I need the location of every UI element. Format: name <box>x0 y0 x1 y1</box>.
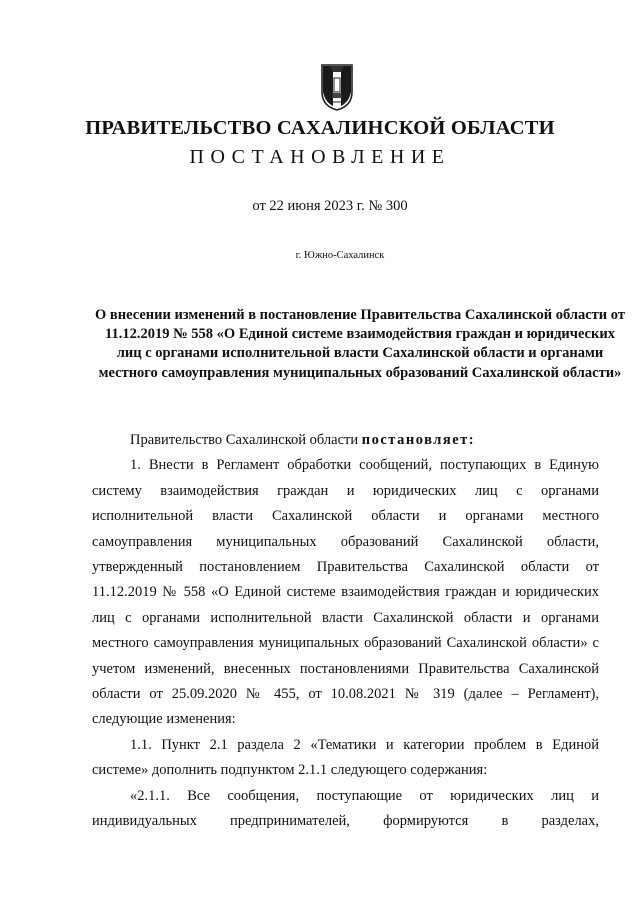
government-title: ПРАВИТЕЛЬСТВО САХАЛИНСКОЙ ОБЛАСТИ <box>85 117 555 139</box>
paragraph-item-2-1-1: «2.1.1. Все сообщения, поступающие от юридических лиц и индивидуальных предпринимателей, формируются в разделах, <box>92 787 599 830</box>
paragraph-item-1: 1. Внести в Регламент обработки сообщений, поступающих в Единую систему взаимодействия граждан и юридических лиц с органами исполнительной власти Сахалинской области и органами местного самоуправления муниципальных образований Сахалинской области, утвержденный постановлением Правительства Сахалинской области от 11.12.2019 № 558 «О Единой системе взаимодействия граждан и юридических лиц с органами исполнительной власти Сахалинской области и органами местного самоуправления муниципальных образований Сахалинской области» с учетом изменений, внесенных постановлениями Правительства Сахалинской области от 25.09.2020 № 455, от 10.08.2021 № 319 (далее – Регламент), следующие изменения: <box>92 457 599 728</box>
document-subject: О внесении изменений в постановление Правительства Сахалинской области от 11.12.2019 № 558 «О Единой системе взаимодействия граждан и юридических лиц с органами исполнительной власти Сахалинской области и органами местного самоуправления муниципальных образований Сахалинской области» <box>95 307 625 381</box>
document-body <box>92 428 599 835</box>
preamble-text: Правительство Сахалинской области <box>130 432 362 448</box>
document-city: г. Южно-Сахалинск <box>295 250 385 261</box>
resolves-word: постановляет: <box>361 432 476 448</box>
preamble <box>92 428 599 453</box>
paragraph-item-1-1: 1.1. Пункт 2.1 раздела 2 «Тематики и категории проблем в Единой системе» дополнить подпунктом 2.1.1 следующего содержания: <box>92 736 599 779</box>
document-date-number: от 22 июня 2023 г. № 300 <box>252 198 408 214</box>
document-type: ПОСТАНОВЛЕНИЕ <box>189 146 451 168</box>
coat-of-arms-icon <box>319 62 355 112</box>
